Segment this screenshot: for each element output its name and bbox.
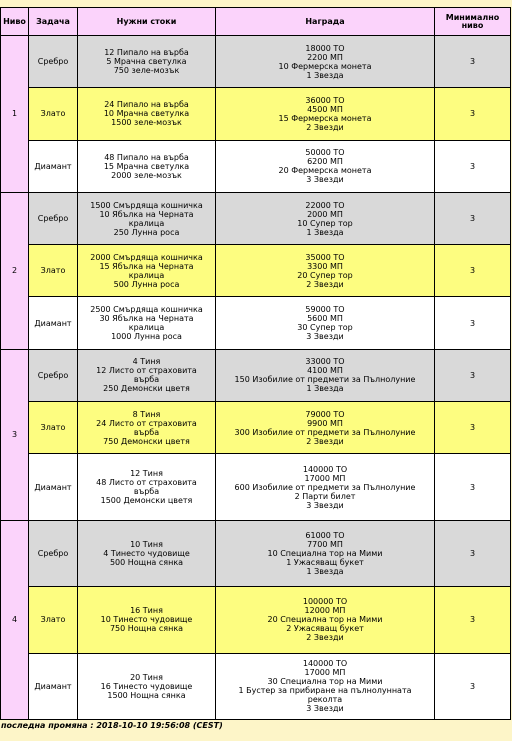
reward-line: 300 Изобилие от предмети за Пълнолуние [234, 427, 416, 437]
reward-line: 10 Специална тор на Мими [267, 548, 383, 558]
reward-cell [216, 245, 435, 297]
reward-line: 1 Звезда [306, 566, 344, 576]
header-reward: Награда [216, 8, 435, 36]
table-row [1, 140, 511, 192]
goods-line: 5 Мрачна светулка [106, 57, 187, 67]
table-row [1, 192, 511, 244]
goods-line: 4 Тинесто чудовище [103, 548, 190, 558]
goods-line: 250 Демонски цветя [103, 384, 190, 394]
level-cell: 1 [1, 36, 29, 193]
reward-cell [216, 402, 435, 454]
goods-line: 10 Ябълка на Черната [99, 209, 194, 219]
min-level-cell: 3 [435, 297, 511, 349]
goods-cell [78, 88, 216, 140]
min-level-cell: 3 [435, 587, 511, 653]
reward-line: 17000 МП [304, 668, 346, 678]
goods-cell [78, 454, 216, 520]
header-row [1, 8, 511, 36]
goods-cell [78, 653, 216, 720]
goods-cell [78, 245, 216, 297]
reward-line: 17000 МП [304, 473, 346, 483]
goods-cell [78, 192, 216, 244]
header-goods: Нужни стоки [78, 8, 216, 36]
reward-line: 140000 ТО [302, 464, 348, 474]
reward-line: 33000 ТО [305, 357, 345, 367]
reward-line: 2200 МП [307, 52, 343, 62]
reward-line: 3 Звезди [306, 704, 344, 714]
table-row [1, 88, 511, 140]
table-row [1, 520, 511, 586]
reward-cell [216, 454, 435, 520]
reward-line: 36000 ТО [305, 95, 345, 105]
goods-line: 20 Тиня [130, 672, 163, 682]
goods-line: 750 зеле-мозък [113, 66, 180, 76]
goods-cell [78, 349, 216, 401]
reward-line: реколта [307, 695, 343, 705]
goods-line: кралица [128, 323, 165, 333]
reward-line: 150 Изобилие от предмети за Пълнолуние [234, 375, 416, 385]
goods-line: 24 Листо от страховита [96, 418, 197, 428]
reward-line: 1 Звезда [306, 70, 344, 80]
task-cell: Сребро [29, 349, 78, 401]
goods-line: 1500 Нощна сянка [107, 690, 186, 700]
goods-line: 500 Лунна роса [113, 279, 180, 289]
goods-line: 10 Мрачна светулка [103, 109, 190, 119]
reward-line: 1 Звезда [306, 384, 344, 394]
goods-line: 1500 Демонски цветя [100, 496, 193, 506]
reward-line: 35000 ТО [305, 252, 345, 262]
reward-line: 1 Бустер за прибиране на пълнолунната [238, 686, 412, 696]
goods-cell [78, 587, 216, 653]
goods-line: 12 Пипало на върба [104, 48, 189, 58]
reward-line: 3300 МП [307, 261, 343, 271]
min-level-cell: 3 [435, 192, 511, 244]
reward-cell [216, 587, 435, 653]
task-cell: Злато [29, 402, 78, 454]
min-level-cell: 3 [435, 653, 511, 720]
reward-line: 3 Звезди [306, 175, 344, 185]
table-row [1, 36, 511, 88]
min-level-cell: 3 [435, 402, 511, 454]
goods-line: 16 Тинесто чудовище [100, 681, 193, 691]
goods-line: 10 Тинесто чудовище [100, 615, 193, 625]
reward-line: 4100 МП [307, 366, 343, 376]
reward-cell [216, 653, 435, 720]
goods-line: 750 Нощна сянка [109, 624, 184, 634]
table-row [1, 349, 511, 401]
goods-cell [78, 297, 216, 349]
goods-line: 1500 Смърдяща кошничка [90, 200, 203, 210]
reward-line: 18000 ТО [305, 43, 345, 53]
min-level-cell: 3 [435, 520, 511, 586]
reward-line: 30 Специална тор на Мими [267, 677, 383, 687]
reward-line: 6200 МП [307, 157, 343, 167]
quest-table [0, 7, 511, 720]
last-modified: последна промяна : 2018-10-10 19:56:08 (CEST) [1, 721, 223, 730]
goods-cell [78, 140, 216, 192]
reward-cell [216, 192, 435, 244]
goods-line: върба [133, 487, 160, 497]
reward-line: 10 Супер тор [297, 218, 353, 228]
table-row [1, 587, 511, 653]
reward-line: 20 Супер тор [297, 270, 353, 280]
reward-line: 2 Ужасяващ букет [286, 624, 364, 634]
header-task: Задача [29, 8, 78, 36]
task-cell: Злато [29, 245, 78, 297]
header-level: Ниво [1, 8, 29, 36]
reward-line: 2 Парти билет [294, 491, 356, 501]
goods-line: 1500 зеле-мозък [111, 118, 182, 128]
task-cell: Диамант [29, 297, 78, 349]
min-level-cell: 3 [435, 245, 511, 297]
table-row [1, 402, 511, 454]
reward-line: 3 Звезди [306, 332, 344, 342]
reward-line: 61000 ТО [305, 530, 345, 540]
reward-line: 2 Звезди [306, 436, 344, 446]
min-level-cell: 3 [435, 454, 511, 520]
goods-line: 8 Тиня [132, 409, 161, 419]
min-level-cell: 3 [435, 36, 511, 88]
reward-line: 9900 МП [307, 418, 343, 428]
reward-cell [216, 36, 435, 88]
goods-line: 12 Тиня [130, 469, 163, 479]
reward-cell [216, 88, 435, 140]
reward-line: 59000 ТО [305, 305, 345, 315]
goods-line: 1000 Лунна роса [111, 332, 182, 342]
reward-line: 140000 ТО [302, 659, 348, 669]
reward-line: 15 Фермерска монета [278, 113, 372, 123]
goods-line: 15 Мрачна светулка [103, 161, 190, 171]
goods-cell [78, 36, 216, 88]
reward-line: 3 Звезди [306, 500, 344, 510]
table-row [1, 297, 511, 349]
quest-table-body [1, 36, 511, 720]
level-cell: 2 [1, 192, 29, 349]
reward-line: 79000 ТО [305, 409, 345, 419]
reward-line: 1 Звезда [306, 227, 344, 237]
goods-line: 4 Тиня [132, 357, 161, 367]
table-row [1, 653, 511, 720]
table-row [1, 454, 511, 520]
level-cell: 3 [1, 349, 29, 520]
reward-line: 50000 ТО [305, 148, 345, 158]
reward-cell [216, 297, 435, 349]
reward-line: 22000 ТО [305, 200, 345, 210]
goods-line: 15 Ябълка на Черната [99, 261, 194, 271]
reward-line: 12000 МП [304, 606, 346, 616]
goods-line: кралица [128, 270, 165, 280]
task-cell: Сребро [29, 192, 78, 244]
reward-line: 2 Звезди [306, 279, 344, 289]
goods-line: 2000 зеле-мозък [111, 170, 182, 180]
goods-line: върба [133, 375, 160, 385]
task-cell: Злато [29, 88, 78, 140]
reward-cell [216, 520, 435, 586]
task-cell: Диамант [29, 454, 78, 520]
reward-line: 4500 МП [307, 104, 343, 114]
reward-line: 1 Ужасяващ букет [286, 557, 364, 567]
min-level-cell: 3 [435, 88, 511, 140]
reward-cell [216, 349, 435, 401]
reward-line: 2 Звезди [306, 633, 344, 643]
goods-line: 750 Демонски цветя [103, 436, 190, 446]
task-cell: Сребро [29, 36, 78, 88]
goods-line: 12 Листо от страховита [96, 366, 197, 376]
goods-line: 250 Лунна роса [113, 227, 180, 237]
reward-line: 20 Фермерска монета [278, 166, 372, 176]
reward-line: 600 Изобилие от предмети за Пълнолуние [234, 482, 416, 492]
task-cell: Злато [29, 587, 78, 653]
reward-line: 100000 ТО [302, 597, 348, 607]
goods-line: 48 Пипало на върба [104, 152, 189, 162]
goods-line: 48 Листо от страховита [96, 478, 197, 488]
task-cell: Сребро [29, 520, 78, 586]
reward-line: 5600 МП [307, 314, 343, 324]
goods-line: 2500 Смърдяща кошничка [90, 305, 203, 315]
goods-line: 24 Пипало на върба [104, 100, 189, 110]
task-cell: Диамант [29, 653, 78, 720]
reward-cell [216, 140, 435, 192]
task-cell: Диамант [29, 140, 78, 192]
level-cell: 4 [1, 520, 29, 719]
goods-line: 2000 Смърдяща кошничка [90, 252, 203, 262]
min-level-cell: 3 [435, 349, 511, 401]
goods-cell [78, 520, 216, 586]
goods-line: върба [133, 427, 160, 437]
goods-line: 500 Нощна сянка [109, 557, 184, 567]
min-level-cell: 3 [435, 140, 511, 192]
table-row [1, 245, 511, 297]
goods-line: 30 Ябълка на Черната [99, 314, 194, 324]
goods-cell [78, 402, 216, 454]
reward-line: 2000 МП [307, 209, 343, 219]
goods-line: кралица [128, 218, 165, 228]
reward-line: 7700 МП [307, 539, 343, 549]
goods-line: 16 Тиня [130, 606, 163, 616]
header-min-level: Минимално ниво [435, 8, 511, 36]
reward-line: 2 Звезди [306, 122, 344, 132]
reward-line: 10 Фермерска монета [278, 61, 372, 71]
reward-line: 20 Специална тор на Мими [267, 615, 383, 625]
goods-line: 10 Тиня [130, 539, 163, 549]
reward-line: 30 Супер тор [297, 323, 353, 333]
